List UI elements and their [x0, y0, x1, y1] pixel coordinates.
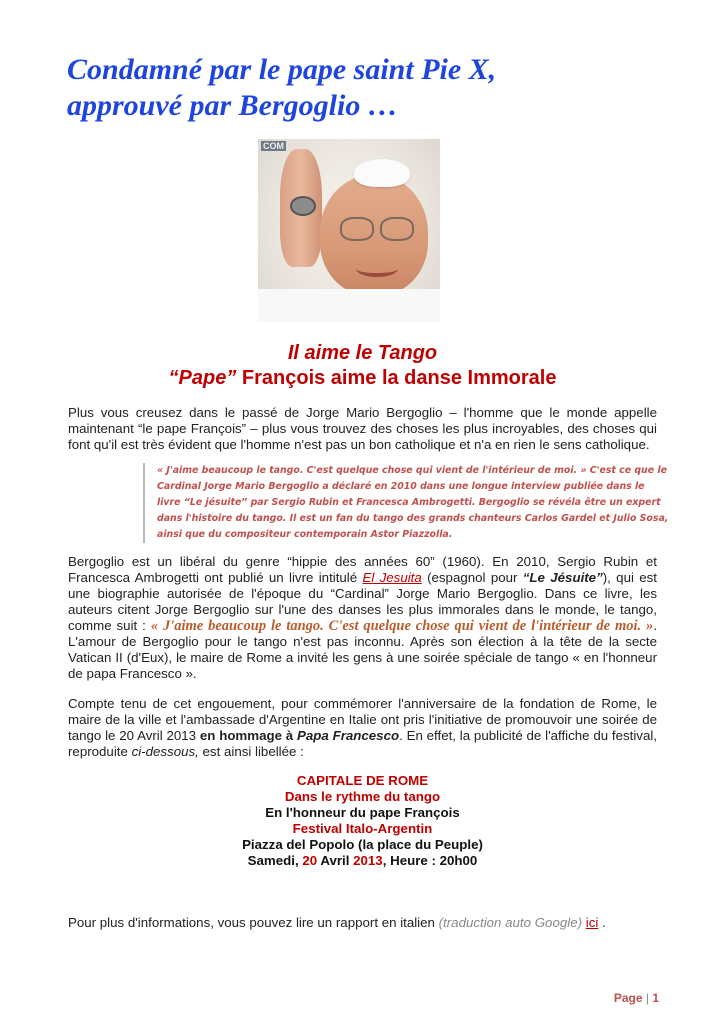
- ci-dessous: ci-dessous,: [131, 744, 199, 759]
- smile: [356, 261, 398, 277]
- more-info-paragraph: [68, 915, 657, 931]
- biography-text-3: ), qui est une biographie autorisée de l'époque du “Cardinal” Jorge Mario Bergoglio. Dans ce livre, les auteurs citent Jorge Bergoglio sur l'une des danses les plus immorales dans le monde, le tango, comme suit :: [68, 570, 657, 633]
- page-label: Page: [613, 991, 643, 1005]
- tango-quote: « J'aime beaucoup le tango. C'est quelque chose qui vient de l'intérieur de moi. »: [150, 618, 654, 634]
- subtitle-rest: François aime la danse Immorale: [236, 367, 557, 389]
- biography-text-4: . L'amour de Bergoglio pour le tango n'est pas inconnu. Après son élection à la tête de la secte Vatican II (d'Eux), le maire de Rome a invité les gens à une soirée spéciale de tango « en l'honneur de papa Francesco ».: [68, 618, 658, 681]
- more-info-end: .: [598, 915, 606, 930]
- page-number: 1: [652, 991, 659, 1005]
- poster-line-4: Festival Italo-Argentin: [292, 821, 433, 836]
- translation-note: (traduction auto Google): [438, 915, 583, 930]
- subtitle-quoted-pope: “Pape”: [168, 367, 237, 389]
- page-separator: |: [642, 991, 653, 1005]
- intro-paragraph: Plus vous creusez dans le passé de Jorge Mario Bergoglio – l'homme que le monde appelle maintenant “le pape François” – plus vous trouvez des choses les plus incroyables, des choses qui font qu'il est très évident que l'homme n'est pas un bon catholique et n'a en rien le sens catholique.: [68, 405, 657, 452]
- cassock: [258, 289, 440, 322]
- glasses: [338, 217, 416, 239]
- blockquote: « J'aime beaucoup le tango. C'est quelque chose qui vient de l'intérieur de moi. » C'est ce que le Cardinal Jorge Mario Bergoglio a déclaré en 2010 dans une longue interview publiée dans le livre “Le jésuite” par Sergio Rubin et Francesca Ambrogetti. Bergoglio se révéla être un expert dans l'histoire du tango. Il est un fan du tango des grands chanteurs Carlos Gardel et Julio Sosa, ainsi que du compositeur contemporain Astor Piazzolla.: [143, 463, 671, 543]
- biography-text-1: Bergoglio est un libéral du genre “hippie des années 60” (1960). En 2010, Sergio Rubin et Francesca Ambrogetti ont publié un livre intitulé: [68, 554, 657, 585]
- poster-line-6: [0, 853, 725, 869]
- pope-thumbs-up-photo: [258, 139, 440, 322]
- festival-text-3: est ainsi libellée :: [198, 744, 304, 759]
- ici-link[interactable]: ici: [585, 915, 599, 930]
- papa-francesco: Papa Francesco: [297, 728, 400, 743]
- festival-text-2: . En effet, la publicité de l'affiche du festival, reproduite: [68, 728, 658, 759]
- subtitle-line-1: Il aime le Tango: [287, 342, 438, 364]
- poster-day-label: Samedi,: [247, 853, 303, 868]
- more-info-text: Pour plus d'informations, vous pouvez lire un rapport en italien: [68, 915, 439, 930]
- photo-watermark: COM: [263, 141, 284, 151]
- title-line-1: Condamné par le pape saint Pie X,: [67, 53, 497, 86]
- festival-poster-text: [0, 773, 725, 869]
- poster-line-3: En l'honneur du pape François: [265, 805, 460, 820]
- festival-paragraph: [68, 696, 657, 760]
- page-number-footer: [614, 991, 659, 1005]
- poster-time: , Heure : 20h00: [382, 853, 478, 868]
- poster-month: Avril: [317, 853, 354, 868]
- book-translation: “Le Jésuite”: [522, 570, 603, 585]
- biography-paragraph: [68, 554, 657, 682]
- subtitle-line-2: [0, 366, 725, 390]
- poster-line-1: CAPITALE DE ROME: [296, 773, 429, 788]
- poster-day: 20: [302, 853, 318, 868]
- poster-year: 2013: [353, 853, 383, 868]
- page-title: [67, 52, 496, 124]
- biography-text-2: (espagnol pour: [421, 570, 523, 585]
- festival-bold: en hommage à: [199, 728, 297, 743]
- ring: [290, 196, 316, 216]
- el-jesuita-link[interactable]: El Jesuita: [362, 570, 422, 585]
- title-line-2: approuvé par Bergoglio …: [67, 89, 398, 122]
- poster-line-2: Dans le rythme du tango: [284, 789, 441, 804]
- poster-line-5: Piazza del Popolo (la place du Peuple): [242, 837, 483, 852]
- festival-text-1: Compte tenu de cet engouement, pour commémorer l'anniversaire de la fondation de Rome, le maire de la ville et l'ambassade d'Argentine en Italie ont pris l'initiative de promouvoir une soirée de tango le 20 Avril 2013: [68, 696, 657, 743]
- skullcap: [354, 159, 410, 187]
